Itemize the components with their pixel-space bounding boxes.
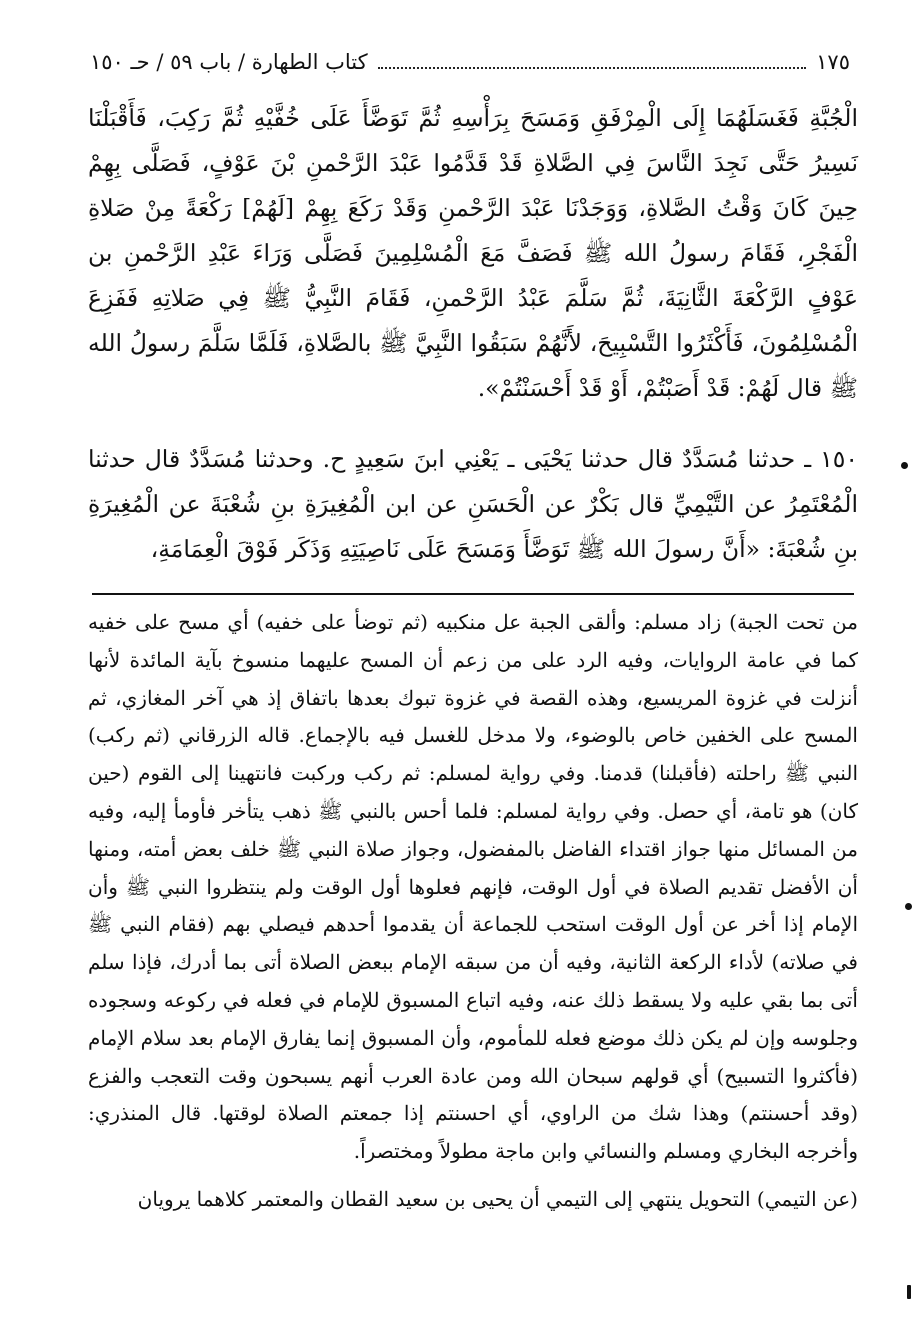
- main-paragraph: الْجُبَّةِ فَغَسَلَهُمَا إِلَى الْمِرْفَقِ وَمَسَحَ بِرَأْسِهِ ثُمَّ تَوَضَّأَ عَلَى خُفَّيْهِ ثُمَّ رَكِبَ، فَأَقْبَلْنَا نَسِيرُ حَتَّى نَجِدَ النَّاسَ فِي الصَّلاةِ قَدْ قَدَّمُوا عَبْدَ الرَّحْمنِ بْنَ عَوْفٍ، فَصَلَّى بِهِمْ حِينَ كَانَ وَقْتُ الصَّلاةِ، وَوَجَدْنَا عَبْدَ الرَّحْمنِ وَقَدْ رَكَعَ بِهِمْ [لَهُمْ] رَكْعَةً مِنْ صَلاةِ الْفَجْرِ، فَقَامَ رسولُ الله ﷺ فَصَفَّ مَعَ الْمُسْلِمِينَ فَصَلَّى وَرَاءَ عَبْدِ الرَّحْمنِ بن عَوْفٍ الرَّكْعَةَ الثَّانِيَةَ، ثُمَّ سَلَّمَ عَبْدُ الرَّحْمنِ، فَقَامَ النَّبِيُّ ﷺ فِي صَلاتِهِ فَفَزِعَ الْمُسْلِمُونَ، فَأَكْثَرُوا التَّسْبِيحَ، لأَنَّهُمْ سَبَقُوا النَّبِيَّ ﷺ بالصَّلاةِ، فَلَمَّا سَلَّمَ رسولُ الله ﷺ قال لَهُمْ: قَدْ أَصَبْتُمْ، أَوْ قَدْ أَحْسَنْتُمْ».: [88, 104, 858, 402]
- commentary-paragraph: من تحت الجبة) زاد مسلم: وألقى الجبة عل منكبيه (ثم توضأ على خفيه) أي مسح على خفيه كما في عامة الروايات، وفيه الرد على من زعم أن المسح عليهما منسوخ بآية المائدة لأنها أنزلت في غزوة المريسيع، وهذه القصة في غزوة تبوك بعدها باتفاق إذ هي آخر المغازي، ثم المسح على الخفين خاص بالوضوء، ولا مدخل للغسل فيه بالإجماع. قاله الزرقاني (ثم ركب) النبي ﷺ راحلته (فأقبلنا) قدمنا. وفي رواية لمسلم: ثم ركب وركبت فانتهينا إلى القوم (حين كان) هو تامة، أي حصل. وفي رواية لمسلم: فلما أحس بالنبي ﷺ ذهب يتأخر فأومأ إليه، وفيه من المسائل منها جواز اقتداء الفاضل بالمفضول، وجواز صلاة النبي ﷺ خلف بعض أمته، ومنها أن الأفضل تقديم الصلاة في أول الوقت، فإنهم فعلوها أول الوقت ولم ينتظروا النبي ﷺ وأن الإمام إذا أخر عن أول الوقت استحب للجماعة أن يقدموا أحدهم فيصلي بهم (فقام النبي ﷺ في صلاته) لأداء الركعة الثانية، وفيه أن من سبقه الإمام ببعض الصلاة أتى بما أدرك، فإذا سلم أتى بما بقي عليه ولا يسقط ذلك عنه، وفيه اتباع المسبوق للإمام في فعله في ركوعه وسجوده وجلوسه وإن لم يكن ذلك موضع فعله للمأموم، وأن المسبوق إنما يفارق الإمام بعد سلام الإمام (فأكثروا التسبيح) أي قولهم سبحان الله ومن عادة العرب أنهم يسبحون وقت التعجب والفزع (وقد أحسنتم) وهذا شك من الراوي، أي احسنتم إذا جمعتم الصلاة لوقتها. قال المنذري: وأخرجه البخاري ومسلم والنسائي وابن ماجة مطولاً ومختصراً.: [88, 610, 858, 1164]
- running-header: [90, 44, 850, 80]
- page-number: ١٧٥: [816, 50, 850, 74]
- margin-mark: [907, 1285, 911, 1299]
- margin-dot: [901, 462, 908, 469]
- header-dot-leader: [378, 67, 807, 69]
- margin-dot: [905, 903, 912, 910]
- main-text: [88, 96, 858, 572]
- header-title: كتاب الطهارة / باب ٥٩ / حـ ١٥٠: [90, 50, 368, 74]
- commentary-paragraph: (عن التيمي) التحويل ينتهي إلى التيمي أن يحيى بن سعيد القطان والمعتمر كلاهما يرويان: [137, 1186, 858, 1211]
- footnote-separator: [92, 593, 854, 595]
- commentary: [88, 604, 858, 1219]
- hadith-150: ١٥٠ ـ حدثنا مُسَدَّدٌ قال حدثنا يَحْيَى ـ يَعْنِي ابنَ سَعِيدٍ ح. وحدثنا مُسَدَّدٌ قال حدثنا الْمُعْتَمِرُ عن التَّيْمِيِّ قال بَكْرٌ عن الْحَسَنِ عن ابن الْمُغِيرَةِ بنِ شُعْبَةَ عن الْمُغِيرَةِ بنِ شُعْبَةَ: «أَنَّ رسولَ الله ﷺ تَوَضَّأَ وَمَسَحَ عَلَى نَاصِيَتِهِ وَذَكَر فَوْقَ الْعِمَامَةِ،: [88, 445, 858, 563]
